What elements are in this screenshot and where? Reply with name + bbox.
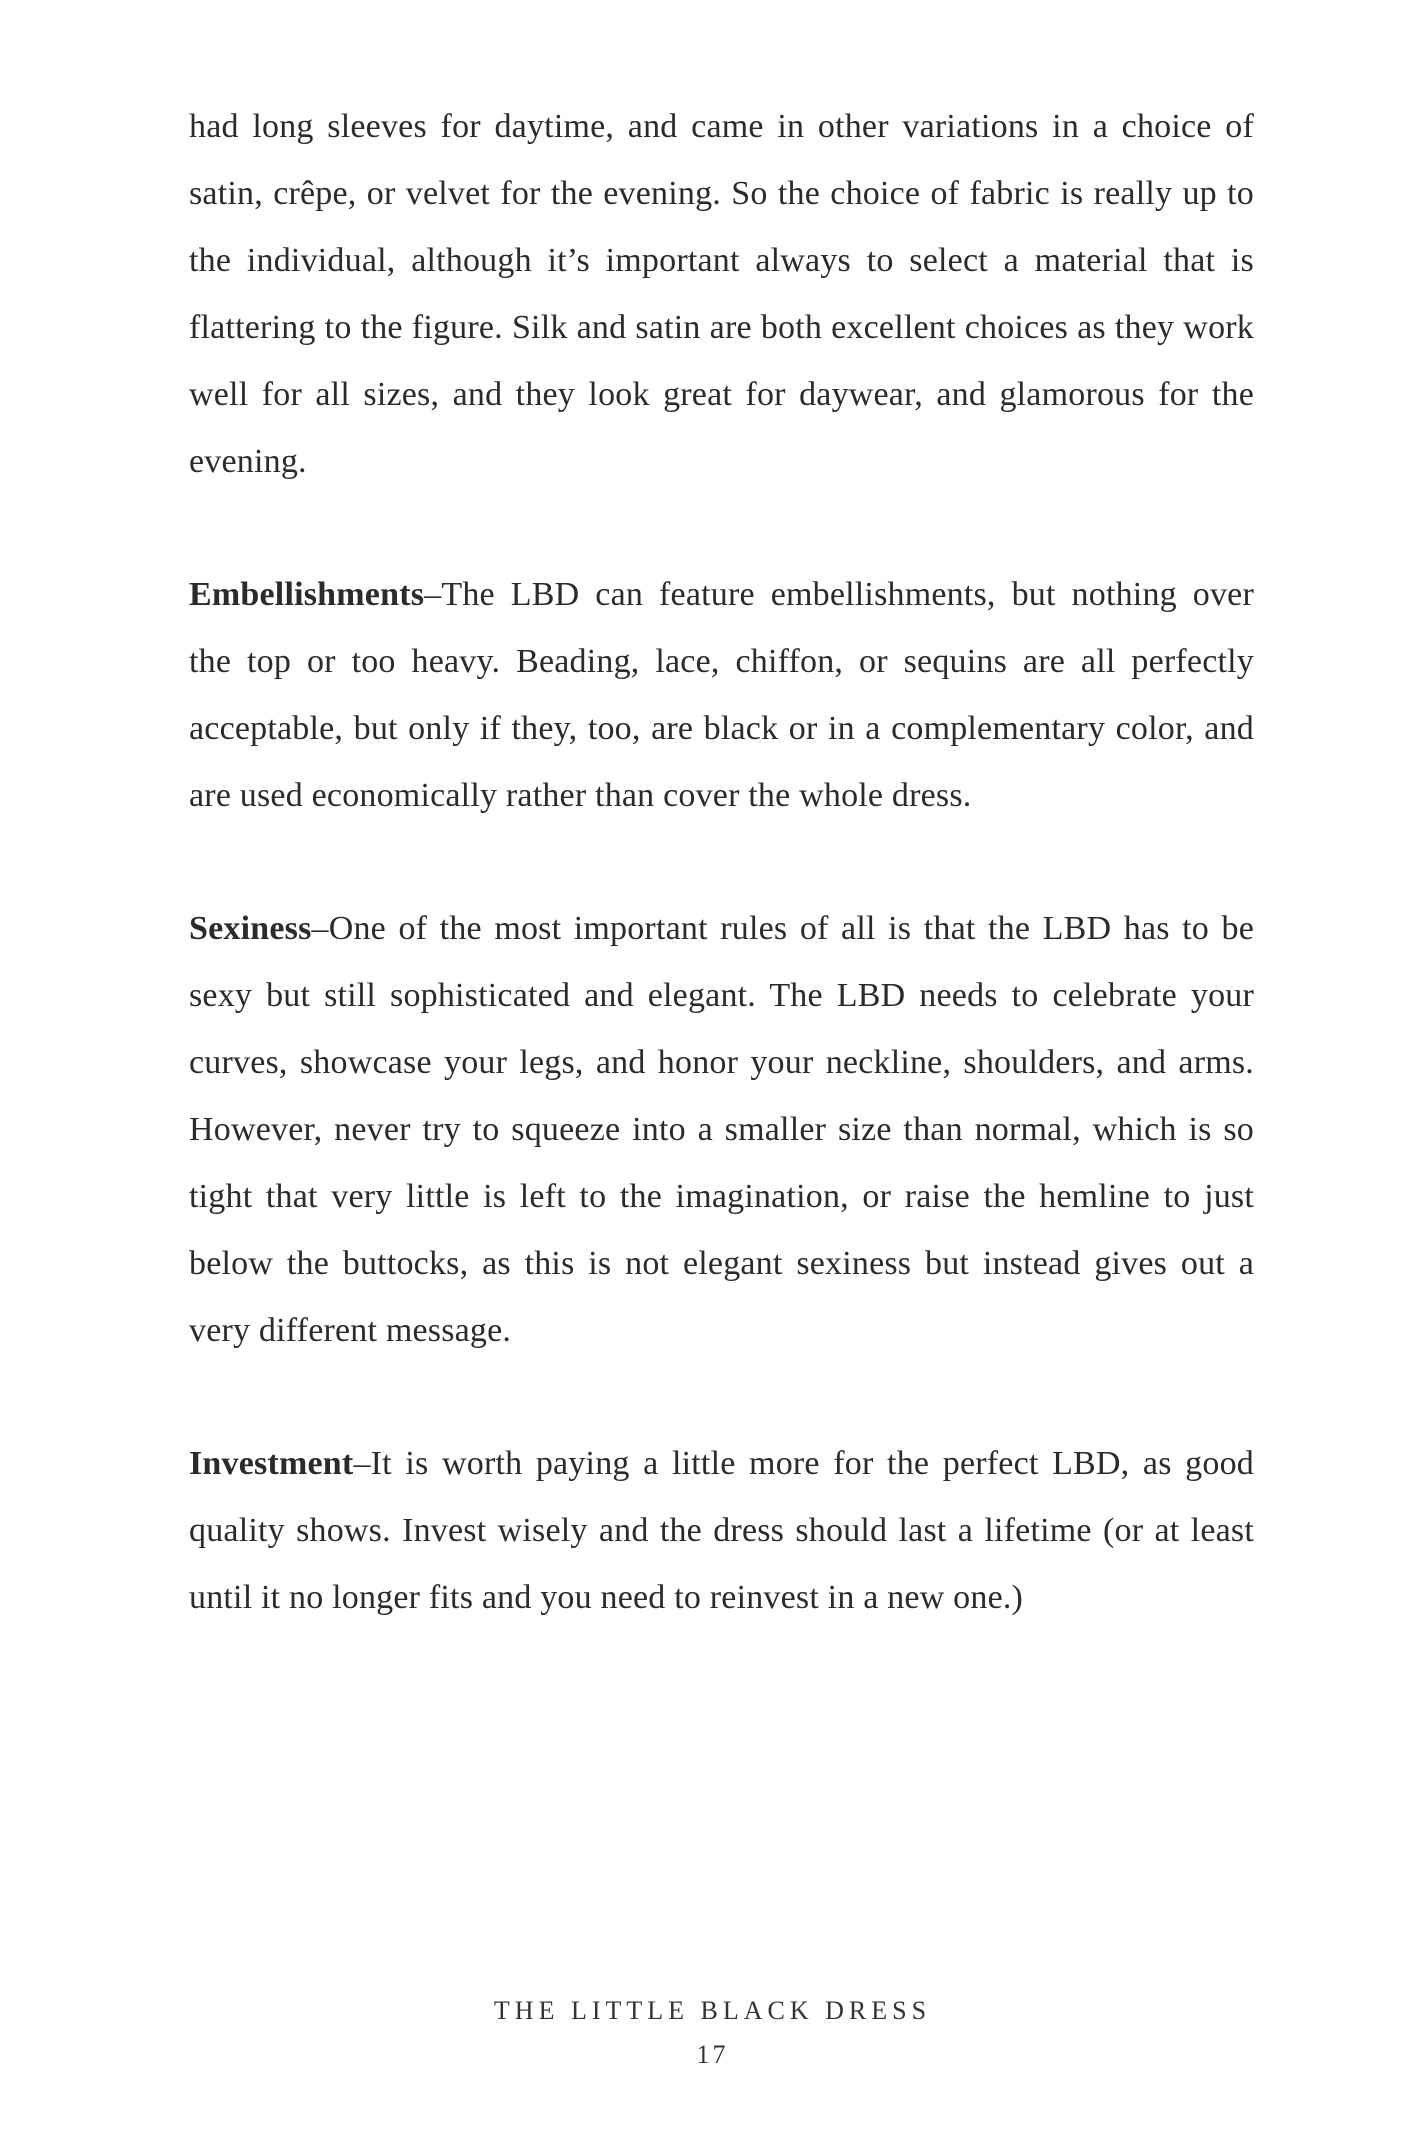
paragraph-text: –The LBD can feature embellishments, but nothing over the top or too heavy. Beading, lace, chiffon, or sequins are all perfectly acceptable, but only if they, too, are black or in a complementary color, and are used economically rather than cover the whole dress. <box>189 576 1254 814</box>
paragraph-embellishments <box>189 561 1254 829</box>
paragraph-fabric <box>189 93 1254 495</box>
paragraph-heading: Investment <box>189 1445 354 1482</box>
running-footer-title: THE LITTLE BLACK DRESS <box>493 1996 932 2025</box>
paragraph-text: –One of the most important rules of all is that the LBD has to be sexy but still sophisticated and elegant. The LBD needs to celebrate your curves, showcase your legs, and honor your neckline, shoulders, and arms. However, never try to squeeze into a smaller size than normal, which is so tight that very little is left to the imagination, or raise the hemline to just below the buttocks, as this is not elegant sexiness but instead gives out a very different message. <box>189 910 1254 1349</box>
page-number: 17 <box>696 2040 729 2069</box>
paragraph-investment <box>189 1430 1254 1631</box>
paragraph-text: –It is worth paying a little more for the perfect LBD, as good quality shows. Invest wisely and the dress should last a lifetime (or at least until it no longer fits and you need to reinvest in a new one.) <box>189 1445 1254 1616</box>
paragraph-heading: Sexiness <box>189 910 312 947</box>
paragraph-text: had long sleeves for daytime, and came in other variations in a choice of satin, crêpe, or velvet for the evening. So the choice of fabric is really up to the individual, although it’s important always to select a material that is flattering to the figure. Silk and satin are both excellent choices as they work well for all sizes, and they look great for daywear, and glamorous for the evening. <box>189 108 1254 480</box>
paragraph-heading: Embellishments <box>189 576 425 613</box>
paragraph-sexiness <box>189 895 1254 1364</box>
body-text <box>189 93 1254 1697</box>
